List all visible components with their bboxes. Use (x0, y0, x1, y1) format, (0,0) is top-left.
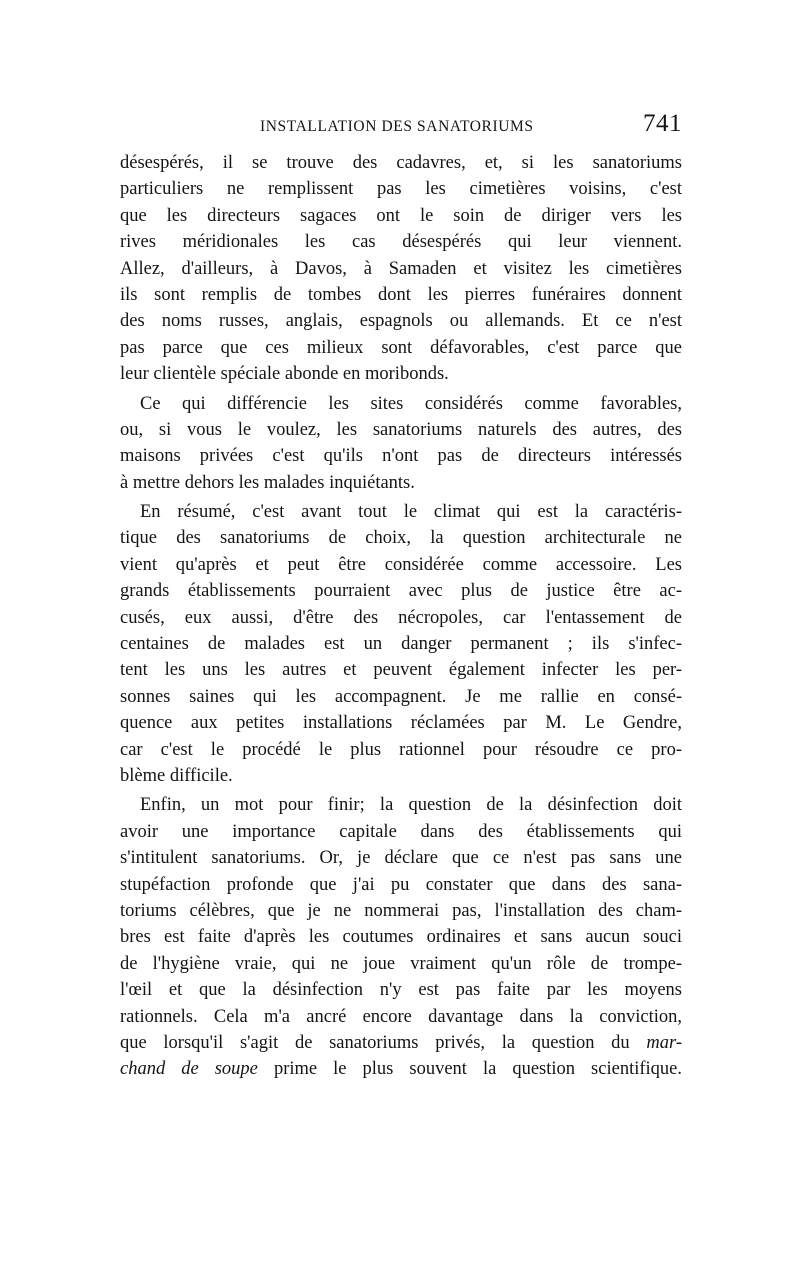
text-line: centaines de malades est un danger permanent ; ils s'infec- (120, 634, 682, 655)
text-line: blème difficile. (120, 765, 233, 786)
text-line: rationnels. Cela m'a ancré encore davantage dans la conviction, (120, 1006, 682, 1027)
text-line: quence aux petites installations réclamées par M. Le Gendre, (120, 713, 682, 734)
text-line: pas parce que ces milieux sont défavorables, c'est parce que (120, 337, 682, 358)
text-segment: prime le plus souvent la question scientifique. (273, 1059, 682, 1080)
paragraph-2 (120, 391, 682, 497)
text-line: sonnes saines qui les accompagnent. Je me rallie en consé- (120, 686, 682, 707)
text-line: ou, si vous le voulez, les sanatoriums naturels des autres, des (120, 419, 682, 440)
text-line: grands établissements pourraient avec plus de justice être ac- (120, 581, 682, 602)
text-line: leur clientèle spéciale abonde en moribonds. (120, 364, 449, 385)
text-line: Allez, d'ailleurs, à Davos, à Samaden et visitez les cimetières (120, 258, 682, 279)
paragraph-1 (120, 150, 682, 388)
text-line: maisons privées c'est qu'ils n'ont pas de directeurs intéressés (120, 446, 682, 467)
text-line (120, 1030, 682, 1056)
italic-text: chand de soupe (120, 1059, 258, 1080)
text-line: de l'hygiène vraie, qui ne joue vraiment qu'un rôle de trompe- (120, 953, 682, 974)
paragraph-3 (120, 499, 682, 789)
text-line: s'intitulent sanatoriums. Or, je déclare que ce n'est pas sans une (120, 848, 682, 869)
text-line: à mettre dehors les malades inquiétants. (120, 472, 415, 493)
text-line: cusés, eux aussi, d'être des nécropoles, car l'entassement de (120, 607, 682, 628)
text-line: vient qu'après et peut être considérée comme accessoire. Les (120, 554, 682, 575)
text-line: Ce qui différencie les sites considérés comme favorables, (140, 393, 682, 414)
text-line: désespérés, il se trouve des cadavres, et, si les sanatoriums (120, 153, 682, 173)
italic-text: mar- (646, 1032, 682, 1053)
text-line: tique des sanatoriums de choix, la question architecturale ne (120, 528, 682, 549)
text-segment: que lorsqu'il s'agit de sanatoriums privés, la question du (120, 1032, 630, 1053)
body-text (120, 150, 682, 1083)
text-line: particuliers ne remplissent pas les cimetières voisins, c'est (120, 179, 682, 200)
text-line: que les directeurs sagaces ont le soin de diriger vers les (120, 205, 682, 226)
text-line: toriums célèbres, que je ne nommerai pas, l'installation des cham- (120, 900, 682, 921)
text-line: avoir une importance capitale dans des établissements qui (120, 821, 682, 842)
running-title: INSTALLATION DES SANATORIUMS (260, 118, 534, 135)
text-line: car c'est le procédé le plus rationnel pour résoudre ce pro- (120, 739, 682, 760)
text-line: En résumé, c'est avant tout le climat qui est la caractéris- (140, 502, 682, 523)
text-line: Enfin, un mot pour finir; la question de la désinfection doit (140, 795, 682, 816)
paragraph-4 (120, 792, 682, 1082)
text-line: des noms russes, anglais, espagnols ou allemands. Et ce n'est (120, 311, 682, 332)
text-line: bres est faite d'après les coutumes ordinaires et sans aucun souci (120, 927, 682, 948)
text-line: rives méridionales les cas désespérés qui leur viennent. (120, 232, 682, 253)
text-line: tent les uns les autres et peuvent également infecter les per- (120, 660, 682, 681)
text-line: l'œil et que la désinfection n'y est pas faite par les moyens (120, 980, 682, 1001)
page-number: 741 (643, 110, 682, 137)
page-header (120, 112, 682, 146)
text-line: ils sont remplis de tombes dont les pierres funéraires donnent (120, 284, 682, 305)
text-line: stupéfaction profonde que j'ai pu constater que dans des sana- (120, 874, 682, 895)
text-line (120, 1056, 682, 1082)
